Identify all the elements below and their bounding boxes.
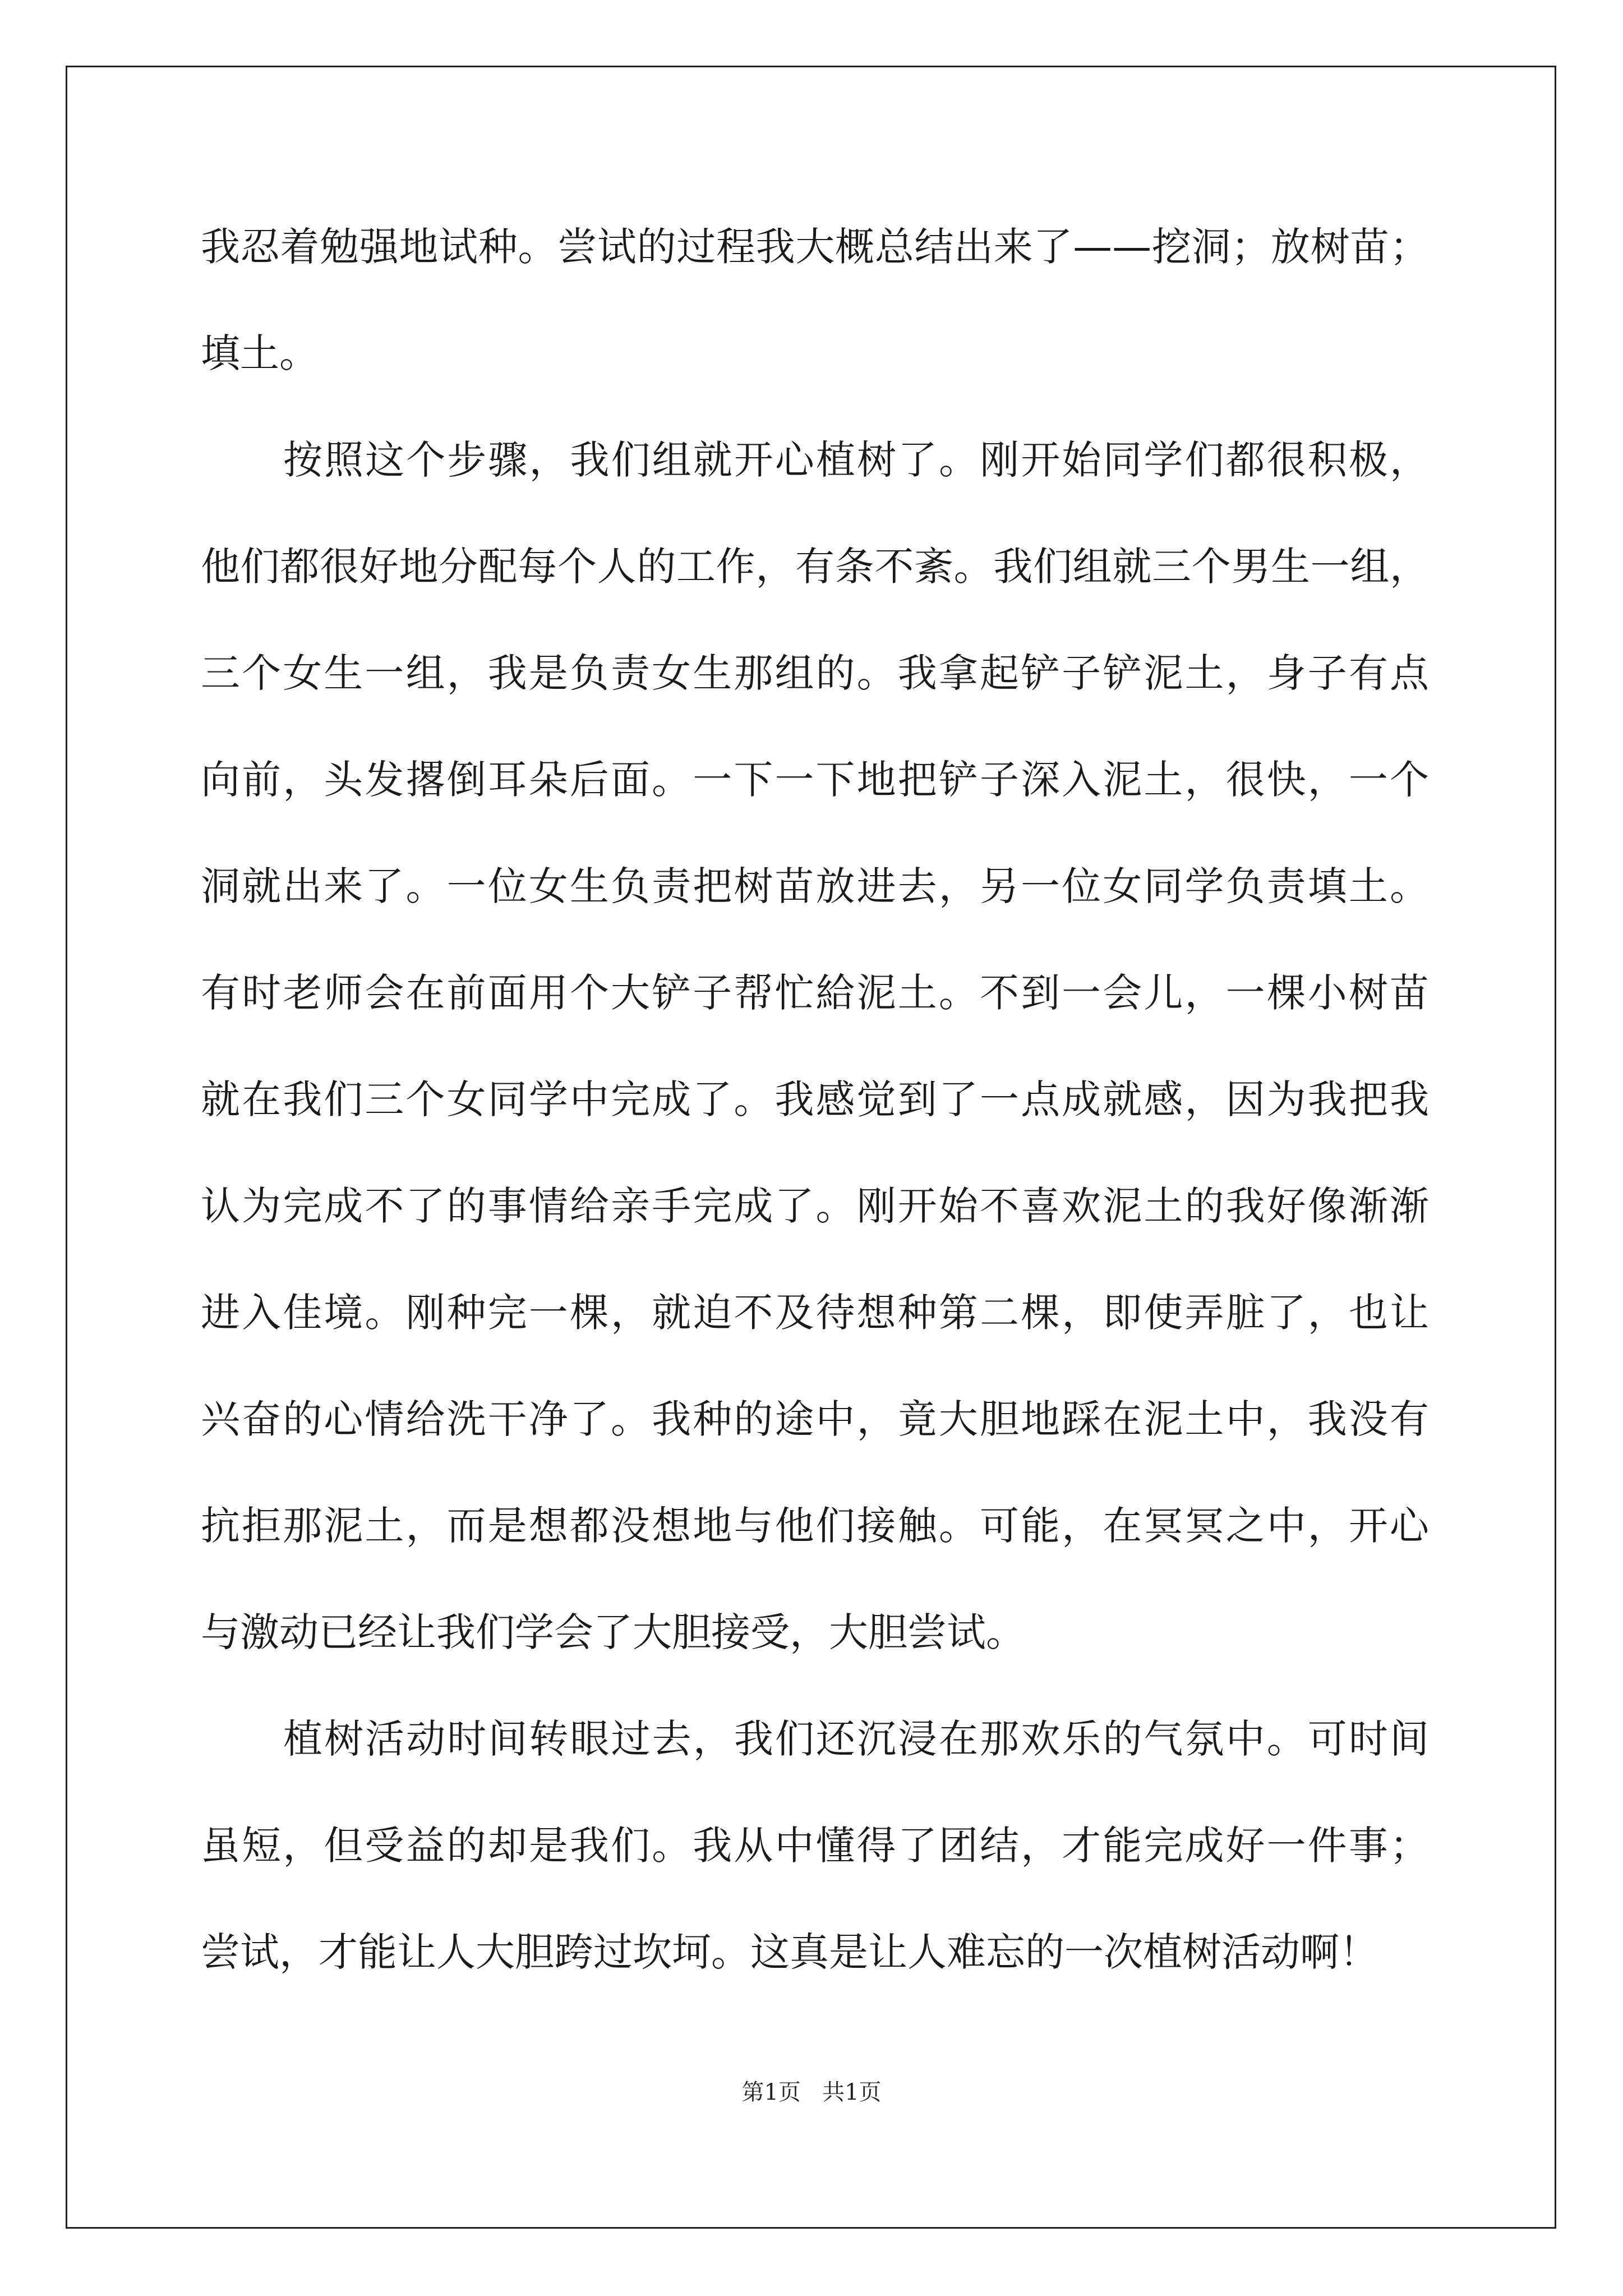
paragraph-2-line-10: 兴奋的心情给洗干净了。我种的途中，竟大胆地踩在泥土中，我没有 (201, 1396, 1429, 1442)
paragraph-2-line-5: 洞就出来了。一位女生负责把树苗放进去，另一位女同学负责填土。 (201, 863, 1429, 909)
paragraph-3-line-3: 尝试，才能让人大胆跨过坎坷。这真是让人难忘的一次植树活动啊！ (201, 1929, 1378, 1975)
paragraph-2-line-4: 向前，头发撂倒耳朵后面。一下一下地把铲子深入泥土，很快，一个 (201, 757, 1429, 803)
paragraph-2-line-12: 与激动已经让我们学会了大胆接受，大胆尝试。 (201, 1609, 1025, 1655)
paragraph-2-line-3: 三个女生一组，我是负责女生那组的。我拿起铲子铲泥土，身子有点 (201, 650, 1429, 696)
paragraph-3-line-1: 植树活动时间转眼过去，我们还沉浸在那欢乐的气氛中。可时间 (283, 1716, 1429, 1762)
page-frame (66, 66, 1556, 2229)
paragraph-3-line-2: 虽短，但受益的却是我们。我从中懂得了团结，才能完成好一件事； (201, 1823, 1429, 1869)
paragraph-2-line-1: 按照这个步骤，我们组就开心植树了。刚开始同学们都很积极， (283, 437, 1429, 483)
paragraph-2-line-11: 抗拒那泥土，而是想都没想地与他们接触。可能，在冥冥之中，开心 (201, 1503, 1429, 1549)
paragraph-2-line-8: 认为完成不了的事情给亲手完成了。刚开始不喜欢泥土的我好像渐渐 (201, 1183, 1429, 1229)
paragraph-2-line-7: 就在我们三个女同学中完成了。我感觉到了一点成就感，因为我把我 (201, 1076, 1429, 1122)
paragraph-2-line-6: 有时老师会在前面用个大铲子帮忙給泥土。不到一会儿，一棵小树苗 (201, 970, 1429, 1016)
paragraph-1-line-2: 填土。 (201, 330, 319, 376)
paragraph-1-line-1: 我忍着勉强地试种。尝试的过程我大概总结出来了——挖洞；放树苗； (201, 224, 1429, 270)
paragraph-2-line-2: 他们都很好地分配每个人的工作，有条不紊。我们组就三个男生一组， (201, 544, 1429, 590)
page-footer (0, 2076, 1623, 2109)
page-total: 共1页 (822, 2079, 882, 2105)
paragraph-2-line-9: 进入佳境。刚种完一棵，就迫不及待想种第二棵，即使弄脏了，也让 (201, 1290, 1429, 1336)
page-number: 第1页 (741, 2079, 801, 2105)
